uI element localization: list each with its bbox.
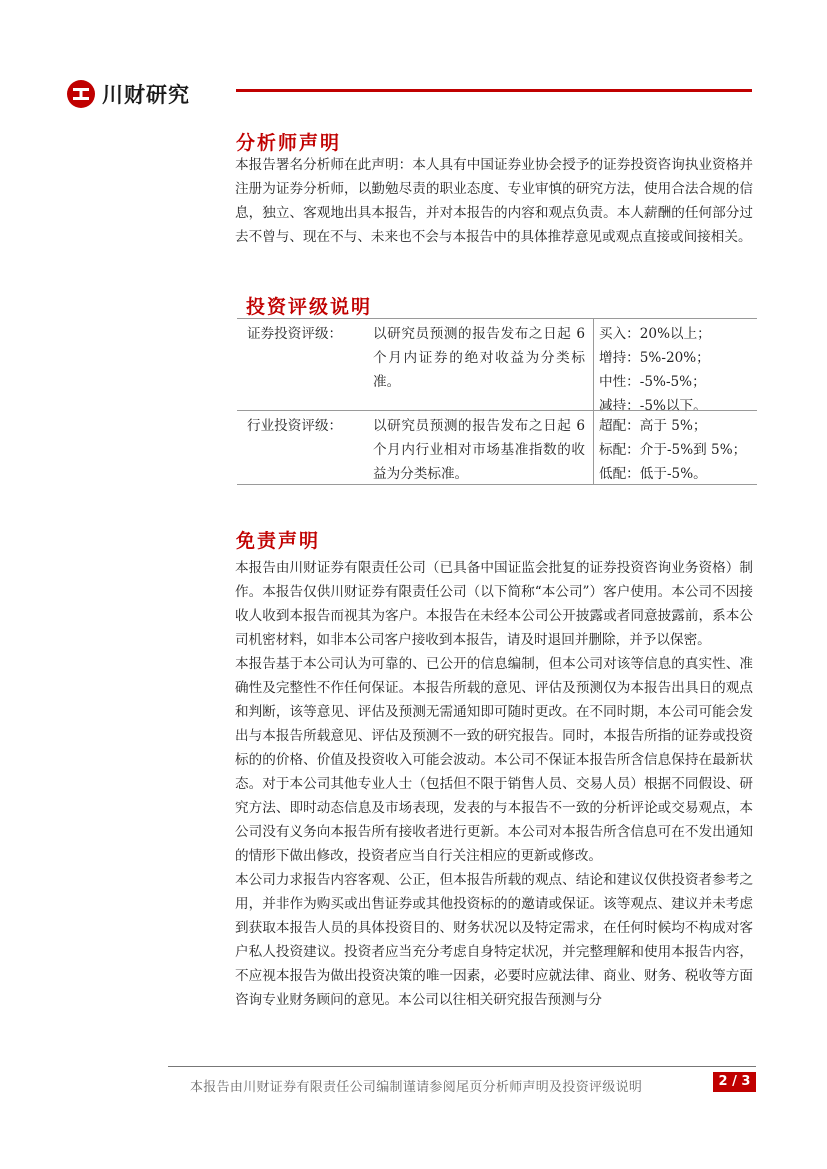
rating-section-title: 投资评级说明 — [246, 296, 373, 318]
analyst-section-title: 分析师声明 — [236, 132, 342, 154]
rating-table-bottom-rule — [237, 484, 757, 485]
rating-row-stock — [237, 318, 757, 414]
analyst-statement — [235, 153, 753, 249]
footer-rule — [168, 1066, 756, 1067]
logo-text: 川财研究 — [102, 83, 190, 107]
rating-levels — [599, 414, 759, 486]
header-rule — [236, 89, 752, 92]
disclaimer-section-title: 免责声明 — [236, 530, 321, 552]
footer-note: 本报告由川财证券有限责任公司编制谨请参阅尾页分析师声明及投资评级说明 — [190, 1080, 643, 1095]
disclaimer-body — [235, 556, 753, 1012]
disclaimer-paragraph: 本公司力求报告内容客观、公正，但本报告所载的观点、结论和建议仅供投资者参考之用，并非作为购买或出售证券或其他投资标的的邀请或保证。该等观点、建议并未考虑到获取本报告人员的具体投资目的、财务状况以及特定需求，在任何时候均不构成对客户私人投资建议。投资者应当充分考虑自身特定状况，并完整理解和使用本报告内容，不应视本报告为做出投资决策的唯一因素，必要时应就法律、商业、财务、税收等方面咨询专业财务顾问的意见。本公司以往相关研究报告预测与分 — [235, 872, 753, 1008]
rating-category: 行业投资评级： — [247, 418, 343, 434]
rating-level: 中性：-5%-5%； — [599, 374, 706, 390]
page-number: 2 / 3 — [713, 1072, 756, 1092]
disclaimer-paragraph: 本报告由川财证券有限责任公司（已具备中国证监会批复的证券投资咨询业务资格）制作。本报告仅供川财证券有限责任公司（以下简称“本公司”）客户使用。本公司不因接收人收到本报告而视其为客户。本报告在未经本公司公开披露或者同意披露前，系本公司机密材料，如非本公司客户接收到本报告，请及时退回并删除，并予以保密。 — [235, 560, 753, 648]
rating-category: 证券投资评级： — [247, 326, 343, 342]
rating-level: 买入：20%以上； — [599, 326, 711, 342]
company-logo — [66, 78, 190, 110]
rating-levels — [599, 322, 759, 418]
rating-description: 以研究员预测的报告发布之日起 6 个月内证券的绝对收益为分类标准。 — [373, 326, 585, 390]
rating-level: 标配：介于-5%到 5%； — [599, 442, 747, 458]
rating-description: 以研究员预测的报告发布之日起 6 个月内行业相对市场基准指数的收益为分类标准。 — [373, 418, 585, 482]
disclaimer-paragraph: 本报告基于本公司认为可靠的、已公开的信息编制，但本公司对该等信息的真实性、准确性及完整性不作任何保证。本报告所载的意见、评估及预测仅为本报告出具日的观点和判断，该等意见、评估及预测无需通知即可随时更改。在不同时期，本公司可能会发出与本报告所载意见、评估及预测不一致的研究报告。同时，本报告所指的证券或投资标的的价格、价值及投资收入可能会波动。本公司不保证本报告所含信息保持在最新状态。对于本公司其他专业人士（包括但不限于销售人员、交易人员）根据不同假设、研究方法、即时动态信息及市场表现，发表的与本报告不一致的分析评论或交易观点，本公司没有义务向本报告所有接收者进行更新。本公司对本报告所含信息可在不发出通知的情形下做出修改，投资者应当自行关注相应的更新或修改。 — [235, 656, 753, 864]
analyst-statement-text: 本报告署名分析师在此声明：本人具有中国证券业协会授予的证券投资咨询执业资格并注册为证券分析师，以勤勉尽责的职业态度、专业审慎的研究方法，使用合法合规的信息，独立、客观地出具本报告，并对本报告的内容和观点负责。本人薪酬的任何部分过去不曾与、现在不与、未来也不会与本报告中的具体推荐意见或观点直接或间接相关。 — [235, 157, 753, 245]
rating-row-industry — [237, 410, 757, 484]
rating-level: 低配：低于-5%。 — [599, 466, 707, 482]
rating-level: 超配：高于 5%； — [599, 418, 707, 434]
logo-emblem-icon — [66, 79, 96, 109]
rating-level: 减持：-5%以下。 — [599, 398, 707, 414]
rating-level: 增持：5%-20%； — [599, 350, 710, 366]
